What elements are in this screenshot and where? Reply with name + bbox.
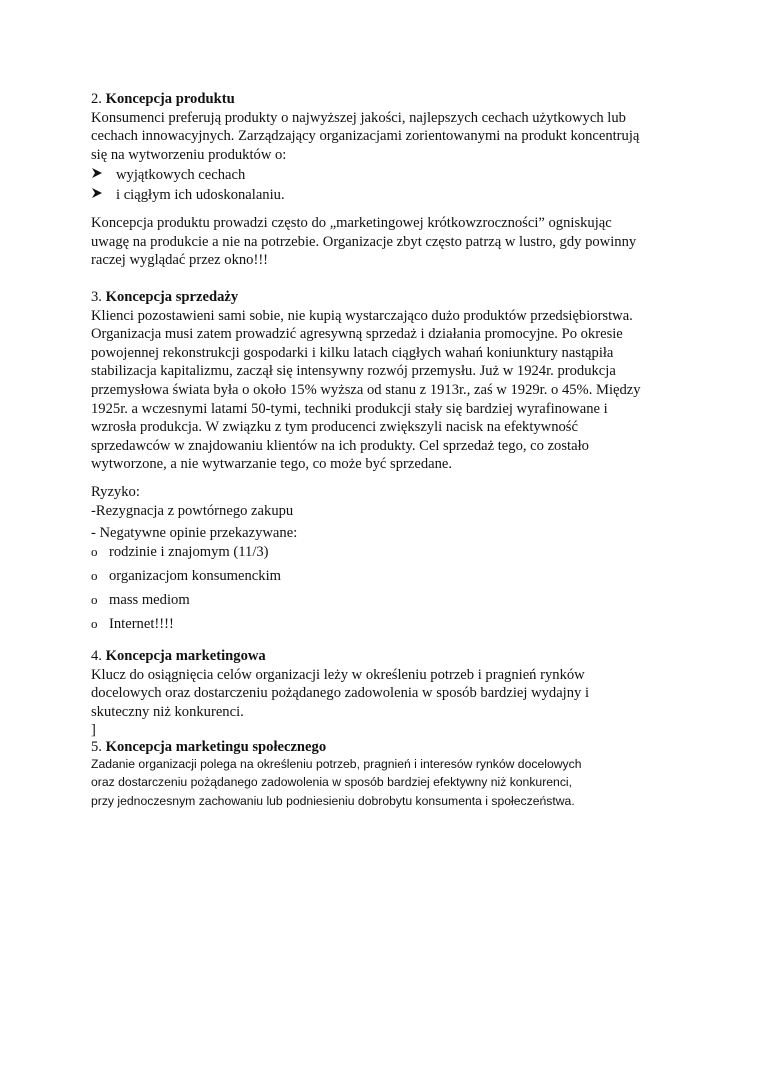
section-title: Koncepcja produktu: [105, 91, 235, 107]
risk-line: - Negatywne opinie przekazywane:: [91, 525, 298, 541]
list-item-text: mass mediom: [109, 591, 190, 608]
list-item: [91, 615, 691, 639]
risk-line: -Rezygnacja z powtórnego zakupu: [91, 502, 294, 519]
paragraph-line: Koncepcja produktu prowadzi często do „marketingowej krótkowzroczności” ogniskując: [91, 215, 612, 231]
list-item-text: rodzinie i znajomym (11/3): [109, 543, 269, 560]
paragraph-line: raczej wyglądać przez okno!!!: [91, 252, 269, 269]
risk-section: [91, 483, 691, 520]
section-title: Koncepcja sprzedaży: [105, 289, 239, 305]
paragraph-line: docelowych oraz dostarczeniu pożądanego zadowolenia w sposób bardziej wydajny i: [91, 685, 590, 702]
paragraph-line: przy jednoczesnym zachowaniu lub podniesieniu dobrobytu konsumenta i społeczeństwa.: [91, 793, 575, 808]
section-number: 4.: [91, 648, 102, 664]
list-item: [91, 591, 691, 615]
list-item: [91, 543, 691, 567]
list-item-text: wyjątkowych cechach: [116, 167, 246, 184]
paragraph-line: wytworzone, a nie wytwarzanie tego, co może być sprzedane.: [91, 456, 453, 473]
section-title: Koncepcja marketingu społecznego: [105, 739, 327, 755]
paragraph-line: uwagę na produkcie a nie na potrzebie. Organizacje zbyt często patrzą w lustro, gdy powinny: [91, 233, 637, 250]
section-heading: [91, 288, 691, 307]
list-item-text: Internet!!!!: [109, 615, 174, 632]
arrow-bullet-icon: [91, 164, 116, 179]
section-heading: [91, 738, 691, 757]
list-item: [91, 164, 691, 184]
section-title: Koncepcja marketingowa: [105, 648, 266, 664]
risk-list: [91, 524, 691, 639]
circle-bullet-icon: o: [91, 567, 98, 583]
paragraph-krotkowzrocznosc: [91, 214, 691, 270]
section-koncepcja-sprzedazy: [91, 288, 691, 474]
section5-body: [91, 755, 691, 810]
arrow-bullet-icon: [91, 184, 116, 199]
section-heading: [91, 647, 691, 666]
section-number: 3.: [91, 289, 102, 305]
section-koncepcja-marketingu-spolecznego: [91, 738, 691, 757]
paragraph-line: sprzedawców w znajdowaniu klientów na ich produkty. Cel sprzedaż tego, co zostało: [91, 437, 589, 454]
paragraph-line: 1925r. a wczesnymi latami 50-tymi, techniki produkcji stały się bardziej wyrafinowane i: [91, 400, 608, 417]
section-number: 5.: [91, 739, 102, 755]
circle-bullet-icon: o: [91, 543, 98, 559]
paragraph-line: się na wytworzeniu produktów o:: [91, 146, 287, 163]
paragraph-line: oraz dostarczeniu pożądanego zadowolenia w sposób bardziej efektywny niż konkurenci,: [91, 775, 573, 790]
risk-label: Ryzyko:: [91, 484, 140, 500]
paragraph-line: Zadanie organizacji polega na określeniu potrzeb, pragnień i interesów rynków docelowych: [91, 757, 582, 771]
paragraph-line: przemysłowa świata była o około 15% wyższa od stanu z 1913r., zaś w 1929r. o 45%. Między: [91, 381, 641, 398]
list-item-text: organizacjom konsumenckim: [109, 567, 281, 584]
section-koncepcja-produktu: [91, 90, 691, 204]
paragraph-line: wzrosła produkcja. W związku z tym producenci zwiększyli nacisk na efektywność: [91, 419, 578, 436]
paragraph-line: stabilizacja kapitalizmu, zaczął się intensywny rozwój przemysłu. Już w 1924r. produkcja: [91, 363, 616, 380]
section-heading: [91, 90, 691, 109]
section-koncepcja-marketingowa: [91, 647, 691, 740]
paragraph-line: cechach innowacyjnych. Zarządzający organizacjami zorientowanymi na produkt koncentrują: [91, 128, 640, 145]
section-number: 2.: [91, 91, 102, 107]
paragraph-line: skuteczny niż konkurenci.: [91, 703, 244, 720]
paragraph-line: powojennej rekonstrukcji gospodarki i kilku latach ciągłych wahań koniunktury nastąpiła: [91, 344, 614, 361]
list-item-text: i ciągłym ich udoskonalaniu.: [116, 187, 285, 204]
circle-bullet-icon: o: [91, 591, 98, 607]
list-item: [91, 184, 691, 204]
stray-bracket: ]: [91, 722, 96, 739]
paragraph-line: Organizacja musi zatem prowadzić agresywną sprzedaż i działania promocyjne. Po okresie: [91, 326, 623, 343]
paragraph-line: Klienci pozostawieni sami sobie, nie kupią wystarczająco dużo produktów przedsiębiorstwa.: [91, 307, 633, 324]
paragraph-line: Konsumenci preferują produkty o najwyższej jakości, najlepszych cechach użytkowych lub: [91, 109, 626, 126]
paragraph-line: Klucz do osiągnięcia celów organizacji leży w określeniu potrzeb i pragnień rynków: [91, 666, 585, 683]
circle-bullet-icon: o: [91, 615, 98, 631]
list-item: [91, 567, 691, 591]
